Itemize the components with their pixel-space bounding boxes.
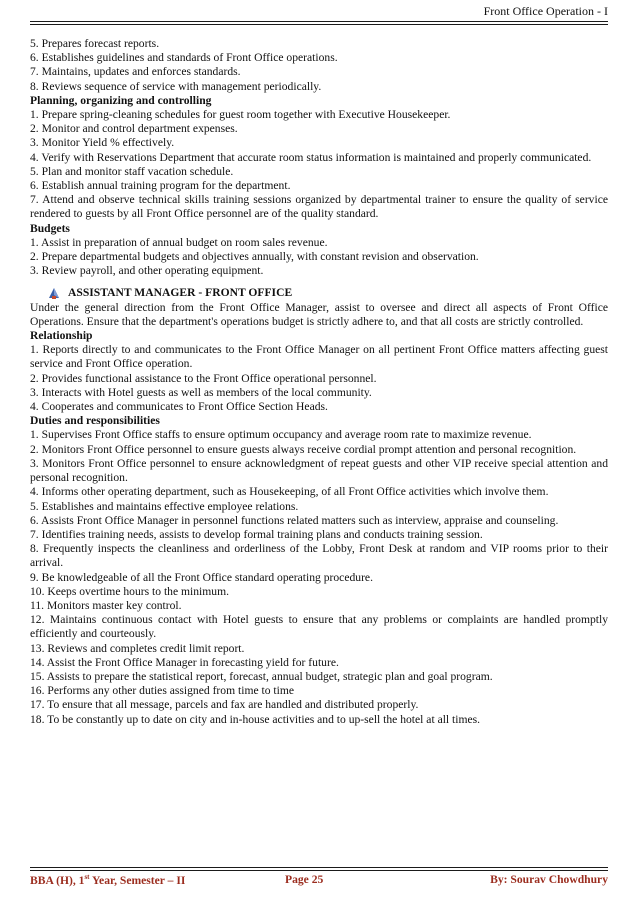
list-item: 10. Keeps overtime hours to the minimum. xyxy=(30,584,229,598)
list-item: 2. Monitor and control department expenses. xyxy=(30,122,238,136)
list-item: 4. Cooperates and communicates to Front Office Section Heads. xyxy=(30,400,328,414)
section-heading-budgets: Budgets xyxy=(30,221,70,235)
footer-course xyxy=(30,873,185,887)
list-item: 3. Monitor Yield % effectively. xyxy=(30,136,175,150)
list-item: 8. Frequently inspects the cleanliness and orderliness of the Lobby, Front Desk at random and VIP rooms prior to their arrival. xyxy=(30,542,608,570)
footer-course-suffix: Year, Semester – II xyxy=(89,873,186,887)
list-item: 6. Establishes guidelines and standards of Front Office operations. xyxy=(30,51,338,65)
list-item: 7. Identifies training needs, assists to develop formal training plans and conducts training session. xyxy=(30,527,483,541)
list-item: 6. Establish annual training program for the department. xyxy=(30,179,291,193)
list-item: 3. Monitors Front Office personnel to ensure acknowledgment of repeat guests and other VIP receive special attention and personal recognition. xyxy=(30,456,608,485)
list-item: 9. Be knowledgeable of all the Front Office standard operating procedure. xyxy=(30,570,373,584)
list-item: 15. Assists to prepare the statistical report, forecast, annual budget, strategic plan and goal program. xyxy=(30,669,493,683)
list-item: 7. Maintains, updates and enforces standards. xyxy=(30,65,241,79)
section-heading-duties: Duties and responsibilities xyxy=(30,414,160,428)
list-item: 5. Establishes and maintains effective employee relations. xyxy=(30,499,299,513)
footer-course-prefix: BBA (H), 1 xyxy=(30,873,85,887)
list-item: 6. Assists Front Office Manager in personnel functions related matters such as interview, appraise and counseling. xyxy=(30,513,559,527)
section-heading-relationship: Relationship xyxy=(30,329,93,343)
list-item: 16. Performs any other duties assigned from time to time xyxy=(30,684,295,698)
list-item: 8. Reviews sequence of service with management periodically. xyxy=(30,79,322,93)
list-item: 7. Attend and observe technical skills training sessions organized by departmental trainer to ensure the quality of service rendered to guests by all Front Office personnel are of the quality standard. xyxy=(30,193,608,221)
list-item: 13. Reviews and completes credit limit report. xyxy=(30,641,245,655)
section-title-assistant-manager xyxy=(30,286,608,300)
list-item: 5. Prepares forecast reports. xyxy=(30,37,160,50)
list-item: 2. Monitors Front Office personnel to ensure guests always receive cordial prompt attention and personal recognition. xyxy=(30,442,577,456)
list-item: 14. Assist the Front Office Manager in forecasting yield for future. xyxy=(30,655,339,669)
bullet-arrow-icon xyxy=(48,287,60,299)
list-item: 4. Informs other operating department, such as Housekeeping, of all Front Office activities which involve them. xyxy=(30,485,549,499)
footer-page-number: Page 25 xyxy=(285,873,324,886)
footer-course-sup: st xyxy=(84,873,90,881)
list-item: 2. Provides functional assistance to the Front Office operational personnel. xyxy=(30,371,377,385)
list-item: 12. Maintains continuous contact with Hotel guests to ensure that any problems or complaints are handled promptly efficiently and courteously. xyxy=(30,613,608,641)
list-item: 1. Supervises Front Office staffs to ensure optimum occupancy and average room rate to maximize revenue. xyxy=(30,428,532,442)
list-item: 1. Assist in preparation of annual budget on room sales revenue. xyxy=(30,235,328,249)
list-item: 5. Plan and monitor staff vacation schedule. xyxy=(30,164,234,178)
footer-divider xyxy=(30,867,608,871)
section-heading-planning: Planning, organizing and controlling xyxy=(30,93,212,107)
list-item: 3. Interacts with Hotel guests as well as members of the local community. xyxy=(30,385,372,399)
header-divider xyxy=(30,21,608,25)
document-body xyxy=(30,37,608,727)
header-title: Front Office Operation - I xyxy=(483,4,608,18)
list-item: 11. Monitors master key control. xyxy=(30,598,182,612)
list-item: 1. Prepare spring-cleaning schedules for guest room together with Executive Housekeeper. xyxy=(30,108,451,122)
list-item: 2. Prepare departmental budgets and objectives annually, with constant revision and observation. xyxy=(30,250,479,264)
footer-author: By: Sourav Chowdhury xyxy=(490,873,608,886)
list-item: 3. Review payroll, and other operating equipment. xyxy=(30,264,264,278)
list-item: 4. Verify with Reservations Department that accurate room status information is maintained and properly communicated. xyxy=(30,150,592,164)
list-item: 1. Reports directly to and communicates to the Front Office Manager on all pertinent Front Office matters affecting guest service and Front Office operation. xyxy=(30,343,608,371)
section-title-text: ASSISTANT MANAGER - FRONT OFFICE xyxy=(68,286,293,300)
list-item: 18. To be constantly up to date on city and in-house activities and to up-sell the hotel at all times. xyxy=(30,712,481,726)
list-item: 17. To ensure that all message, parcels and fax are handled and distributed properly. xyxy=(30,698,419,712)
paragraph-intro: Under the general direction from the Front Office Manager, assist to oversee and direct all aspects of Front Office Operations. Ensure that the department's operations budget is strictly adhere to, and that all costs are strictly controlled. xyxy=(30,300,608,328)
